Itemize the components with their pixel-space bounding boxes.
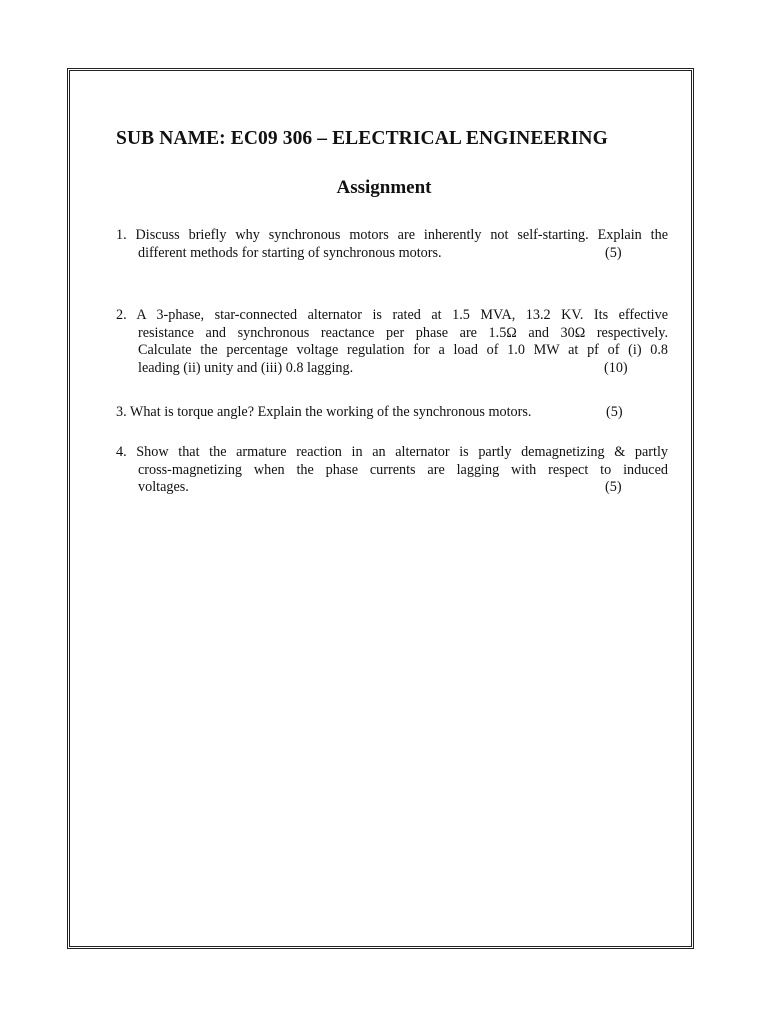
question-3-line-1 — [116, 404, 668, 422]
question-4-marks: (5) — [605, 479, 622, 495]
question-3-marks: (5) — [606, 404, 623, 420]
question-3 — [116, 404, 668, 422]
question-1-line-2 — [116, 245, 668, 263]
question-1-line-1: 1. Discuss briefly why synchronous motors are inherently not self-starting. Explain the — [116, 227, 668, 243]
question-1-marks: (5) — [605, 244, 622, 261]
question-1-line-2-text: different methods for starting of synchronous motors. — [138, 244, 442, 261]
question-4-line-3-text: voltages. — [138, 479, 189, 495]
question-4 — [116, 444, 668, 497]
question-2-line-4-text: leading (ii) unity and (iii) 0.8 lagging. — [138, 359, 354, 376]
question-2 — [116, 307, 668, 377]
question-1 — [116, 227, 668, 262]
question-2-line-3: Calculate the percentage voltage regulation for a load of 1.0 MW at pf of (i) 0.8 — [138, 342, 668, 358]
question-2-line-2: resistance and synchronous reactance per phase are 1.5Ω and 30Ω respectively. — [138, 324, 668, 341]
question-2-line-1: 2. A 3-phase, star-connected alternator is rated at 1.5 MVA, 13.2 KV. Its effective — [116, 307, 668, 323]
assignment-title: Assignment — [336, 177, 432, 198]
question-4-line-3 — [116, 479, 668, 497]
question-4-line-1: 4. Show that the armature reaction in an alternator is partly demagnetizing & partly — [116, 444, 668, 460]
question-2-line-4 — [116, 360, 668, 378]
question-2-marks: (10) — [604, 359, 628, 376]
question-4-line-2: cross-magnetizing when the phase currents are lagging with respect to induced — [138, 461, 668, 478]
question-3-line-1-text: 3. What is torque angle? Explain the working of the synchronous motors. — [116, 404, 532, 420]
subject-heading: SUB NAME: EC09 306 – ELECTRICAL ENGINEERING — [116, 128, 608, 149]
page-border — [67, 68, 694, 949]
